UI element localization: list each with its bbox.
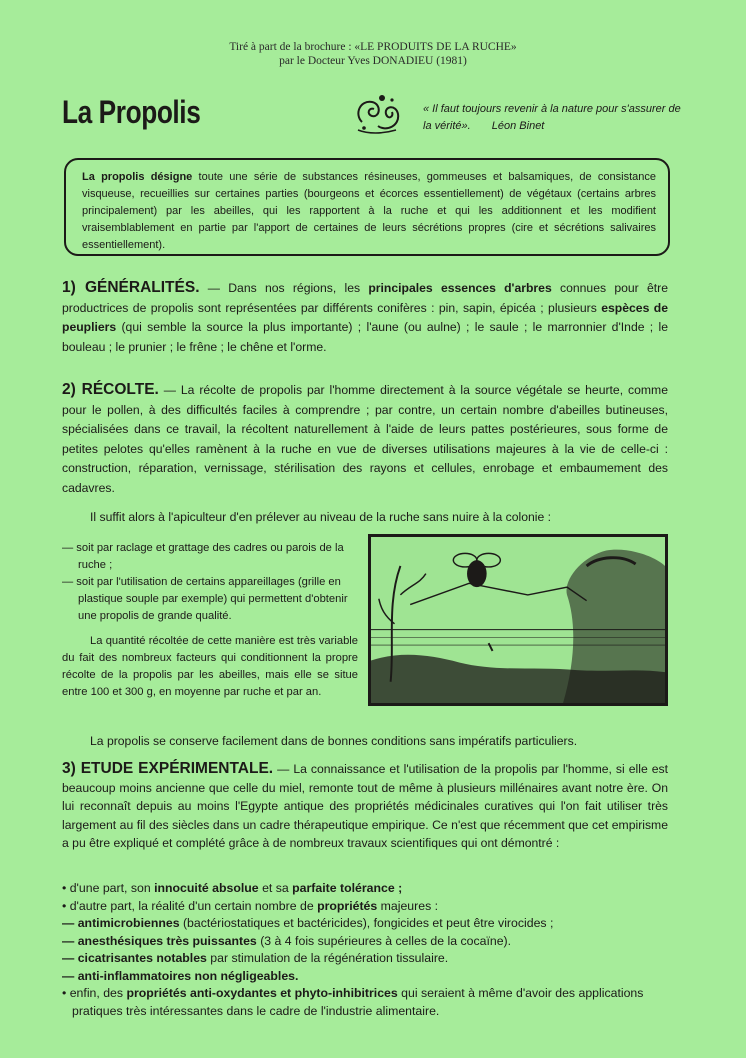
bullet1-text-c: et sa xyxy=(258,881,293,895)
section1-text-c: (qui semble la source la plus importante) ; l'aune (ou aulne) ; le saule ; le marronnier d'Inde ; le bouleau ; le prunier ; le frêne ; le chêne et l'orme. xyxy=(62,320,668,354)
definition-lead: La propolis désigne xyxy=(82,171,193,183)
bullet1-text-a: • d'une part, son xyxy=(62,881,155,895)
properties-list xyxy=(62,880,672,1020)
list-item: — soit par l'utilisation de certains appareillages (grille en plastique souple par exemple) qui permettent d'obtenir une propolis de grande qualité. xyxy=(62,576,348,622)
sub3-text: par stimulation de la régénération tissulaire. xyxy=(206,951,449,965)
list-item: — soit par raclage et grattage des cadres ou parois de la ruche ; xyxy=(62,542,344,571)
list-item xyxy=(62,880,672,898)
bullet3-text-c: qui seraient à même d'avoir des applications pratiques très intéressantes dans le cadre de l'industrie alimentaire. xyxy=(72,986,644,1018)
sub4-bold: — anti-inflammatoires non négligeables. xyxy=(62,968,299,983)
section1-text-b: connues pour être productrices de propolis sont représentées par différents conifères : pin, sapin, épicéa ; plusieurs xyxy=(62,281,669,315)
list-item xyxy=(62,968,672,986)
bullet2-text-c: majeures : xyxy=(377,898,439,913)
page-title: La Propolis xyxy=(62,94,201,130)
section1-bold-a: principales essences d'arbres xyxy=(368,281,552,295)
section3-paragraph-1: — La connaissance et l'utilisation de la propolis par l'homme, si elle est beaucoup moins ancienne que celle du miel, remonte tout de même à plusieurs millénaires avant notre ère. On lui reconnaît depuis au moins l'Egypte antique des propriétés médicinales curatives qui l'on fait utiliser très largement au fil des siècles dans un cadre thérapeutique empirique. Ce n'est que récemment que cet empirisme a pu être expliqué et complété grâce à de nombreux travaux scientifiques qui ont démontré : xyxy=(62,762,668,850)
harvest-methods-list xyxy=(62,540,358,701)
bullet1-bold-b: innocuité absolue xyxy=(154,881,259,895)
bee-tree-illustration xyxy=(368,534,668,706)
section2-paragraph-1: — La récolte de propolis par l'homme directement à la source végétale se heurte, comme pour le pollen, à des difficultés faciles à comprendre ; par contre, un certain nombre d'abeilles butineuses, spécialisées dans ce travail, la récoltent naturellement à l'aide de leurs pattes postérieures, sous forme de petites pelotes qu'elles ramènent à la ruche en vue de diverses utilisations majeures à la vie de celle-ci : construction, réparation, vernissage, stérilisation des rayons et cellules, enrobage et embaumement des cadavres. xyxy=(62,383,668,495)
quote-author: Léon Binet xyxy=(491,120,545,132)
section-heading-1: 1) GÉNÉRALITÉS. xyxy=(62,279,200,296)
sub1-text: (bactériostatiques et bactéricides), fongicides et peut être virocides ; xyxy=(179,916,554,930)
list-item xyxy=(62,985,672,1020)
list-item xyxy=(62,950,672,968)
bullet1-bold-d: parfaite tolérance ; xyxy=(292,881,403,895)
header-credit xyxy=(0,40,746,68)
section-heading-2: 2) RÉCOLTE. xyxy=(62,381,159,398)
bullet2-bold-b: propriétés xyxy=(317,898,378,913)
section2-paragraph-3: La quantité récoltée de cette manière est très variable du fait des nombreux facteurs qui conditionnent la propre récolte de la propolis par les abeilles, mais elle se situe entre 100 et 300 g, en moyenne par ruche et par an. xyxy=(62,635,358,698)
header-line-2: par le Docteur Yves DONADIEU (1981) xyxy=(279,55,467,67)
bullet3-text-a: • enfin, des xyxy=(62,986,127,1000)
quote-text: « Il faut toujours revenir à la nature pour s'assurer de la vérité». xyxy=(423,103,681,132)
sub3-bold: — cicatrisantes notables xyxy=(62,951,207,965)
header-line-1: Tiré à part de la brochure : «LE PRODUITS DE LA RUCHE» xyxy=(229,41,517,53)
list-item xyxy=(62,915,672,933)
section2-paragraph-2: Il suffit alors à l'apiculteur d'en prélever au niveau de la ruche sans nuire à la colonie : xyxy=(90,510,552,524)
list-item xyxy=(62,933,672,951)
definition-box xyxy=(64,158,670,256)
bullet2-text-a: • d'autre part, la réalité d'un certain nombre de xyxy=(62,898,318,913)
section-generalites xyxy=(62,278,668,357)
sub1-bold: — antimicrobiennes xyxy=(62,916,180,930)
definition-text: toute une série de substances résineuses, gommeuses et balsamiques, de consistance visqueuse, recueillies sur certaines parties (bourgeons et écorces essentiellement) de végétaux (certains arbres principalement) par les abeilles, qui les rapportent à la ruche et qui les additionnent et les modifient vraisemblablement en partie par l'apport de certaines de leurs sécrétions propres (cire et sécrétions salivaires essentiellement). xyxy=(82,171,656,251)
section-heading-3: 3) ETUDE EXPÉRIMENTALE. xyxy=(62,760,274,777)
section-recolte xyxy=(62,380,668,498)
bee-swirl-ornament-icon xyxy=(352,92,404,136)
sub2-bold: — anesthésiques très puissantes xyxy=(62,933,257,948)
section1-text-a: — Dans nos régions, les xyxy=(199,281,369,295)
section1-bold-b: espèces de peupliers xyxy=(62,300,668,334)
bullet3-bold-b: propriétés anti-oxydantes et phyto-inhibitrices xyxy=(126,986,398,1000)
section2-paragraph-4: La propolis se conserve facilement dans de bonnes conditions sans impératifs particuliers. xyxy=(90,734,578,748)
sub2-text: (3 à 4 fois supérieures à celles de la cocaïne). xyxy=(256,933,512,948)
list-item xyxy=(62,898,672,916)
epigraph-quote xyxy=(423,101,683,135)
section-etude-experimentale xyxy=(62,760,668,853)
